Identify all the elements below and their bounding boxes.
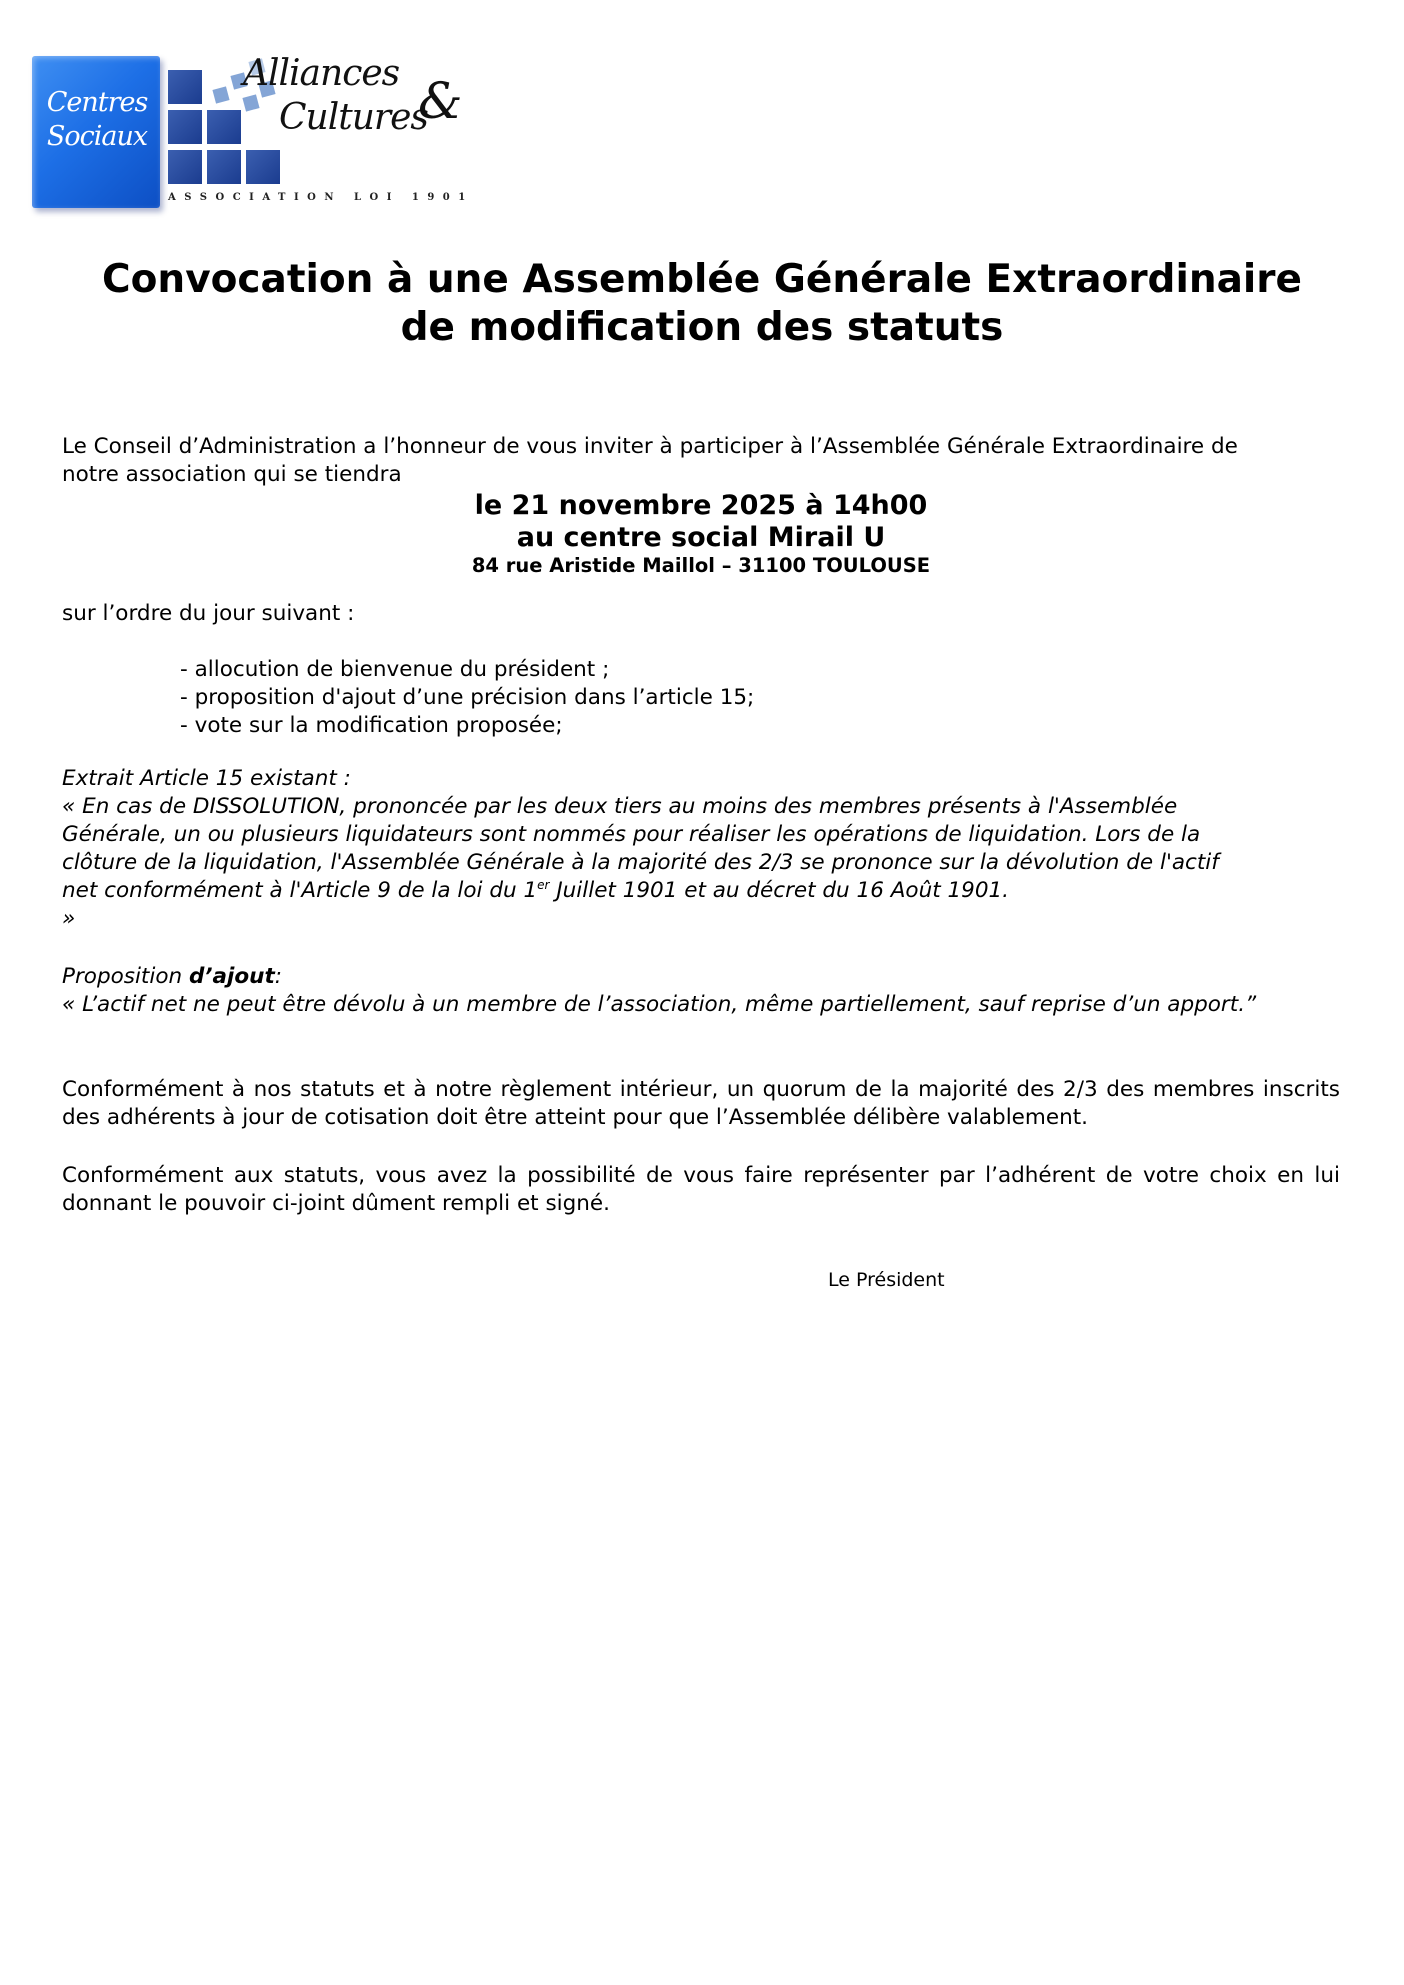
logo — [28, 52, 474, 217]
article-line — [62, 877, 1340, 905]
proposal-text: « L’actif net ne peut être dévolu à un membre de l’association, même partiellement, sauf reprise d’un apport.” — [62, 992, 1257, 1017]
logo-box-line1: Centres — [46, 87, 148, 118]
event-venue: au centre social Mirail U — [516, 522, 886, 553]
article-line4-end: Juillet 1901 et au décret du 16 Août 1901. — [549, 878, 1010, 903]
logo-centres-sociaux-box — [32, 56, 160, 208]
proxy-paragraph — [62, 1162, 1340, 1218]
quorum-paragraph — [62, 1076, 1340, 1132]
intro-line1: Le Conseil d’Administration a l’honneur de vous inviter à participer à l’Assemblée Générale Extraordinaire de — [62, 434, 1238, 459]
agenda-intro — [62, 600, 1340, 628]
article-heading: Extrait Article 15 existant : — [62, 766, 351, 791]
logo-square — [168, 110, 202, 144]
proposal-heading — [62, 963, 1340, 991]
event-details — [62, 490, 1340, 579]
article-line: Générale, un ou plusieurs liquidateurs sont nommés pour réaliser les opérations de liquidation. Lors de la — [62, 822, 1201, 847]
logo-ampersand: & — [418, 72, 463, 130]
intro-paragraph — [62, 433, 1340, 489]
logo-square — [168, 150, 202, 184]
logo-square — [207, 150, 241, 184]
quorum-text: Conformément à nos statuts et à notre règlement intérieur, un quorum de la majorité des 2/3 des membres inscrits des adhérents à jour de cotisation doit être atteint pour que l’Assemblée délibère valablement. — [62, 1077, 1340, 1130]
logo-subtitle: ASSOCIATION LOI 1901 — [168, 192, 474, 203]
signature: Le Président — [828, 1269, 945, 1291]
event-date: le 21 novembre 2025 à 14h00 — [474, 490, 928, 521]
intro-line2: notre association qui se tiendra — [62, 462, 402, 487]
logo-script-line1: Alliances — [243, 53, 400, 94]
proposal-heading-prefix: Proposition — [62, 964, 189, 989]
page-title — [0, 256, 1404, 352]
logo-square-small — [212, 86, 229, 103]
proposal-heading-bold: d’ajout — [188, 964, 275, 989]
agenda-item: - allocution de bienvenue du président ; — [180, 657, 610, 682]
article-closing-quote: » — [62, 906, 76, 931]
proposal — [62, 963, 1340, 1019]
agenda-intro-text: sur l’ordre du jour suivant : — [62, 601, 355, 626]
event-address: 84 rue Aristide Maillol – 31100 TOULOUSE — [471, 554, 931, 577]
article-extract — [62, 765, 1340, 933]
logo-square — [246, 150, 280, 184]
proposal-heading-suffix: : — [274, 964, 282, 989]
logo-square — [168, 70, 202, 104]
title-line1: Convocation à une Assemblée Générale Extraordinaire — [102, 257, 1302, 302]
agenda-item: - proposition d'ajout d’une précision dans l’article 15; — [180, 685, 755, 710]
article-line: « En cas de DISSOLUTION, prononcée par les deux tiers au moins des membres présents à l'Assemblée — [62, 794, 1178, 819]
article-line4-start: net conformément à l'Article 9 de la loi du 1 — [62, 878, 538, 903]
title-line2: de modification des statuts — [400, 305, 1004, 350]
proxy-text: Conformément aux statuts, vous avez la possibilité de vous faire représenter par l’adhérent de votre choix en lui donnant le pouvoir ci-joint dûment rempli et signé. — [62, 1163, 1340, 1216]
logo-box-text — [42, 86, 152, 154]
agenda-item: - vote sur la modification proposée; — [180, 713, 563, 738]
article-line: clôture de la liquidation, l'Assemblée Générale à la majorité des 2/3 se prononce sur la dévolution de l'actif — [62, 850, 1219, 875]
agenda-list — [62, 656, 1404, 740]
logo-box-line2: Sociaux — [46, 121, 148, 152]
logo-script-line2: Cultures — [279, 97, 428, 138]
logo-square — [207, 110, 241, 144]
article-superscript: er — [537, 878, 550, 892]
